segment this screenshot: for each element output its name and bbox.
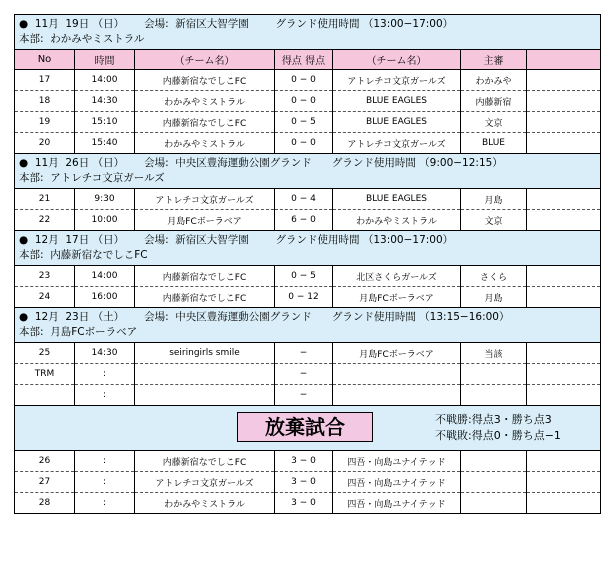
time-cell: 9:30 [75, 189, 135, 210]
time-cell: 14:00 [75, 70, 135, 91]
referee-cell [461, 472, 527, 493]
home-team-cell: 月島FCボーラベア [135, 210, 275, 231]
headquarters-info: 本部: 月島FCボーラベア [19, 326, 138, 338]
extra-cell [527, 343, 601, 364]
match-row [15, 287, 601, 308]
referee-cell: 文京 [461, 210, 527, 231]
score-cell: 0 − 0 [275, 70, 333, 91]
section-header [15, 308, 601, 343]
schedule-sheet [14, 14, 600, 514]
referee-cell: わかみや [461, 70, 527, 91]
referee-cell: 月島 [461, 189, 527, 210]
no-cell: 24 [15, 287, 75, 308]
no-cell [15, 385, 75, 406]
extra-cell [527, 451, 601, 472]
away-team-cell: 北区さくらガールズ [333, 266, 461, 287]
score-cell: 6 − 0 [275, 210, 333, 231]
headquarters-info: 本部: わかみやミストラル [19, 33, 145, 45]
no-cell: 21 [15, 189, 75, 210]
home-team-cell [135, 385, 275, 406]
away-team-cell: 四吾・向島ユナイテッド [333, 493, 461, 514]
extra-cell [527, 91, 601, 112]
extra-cell [527, 493, 601, 514]
home-team-cell: 内藤新宿なでしこFC [135, 266, 275, 287]
match-row [15, 385, 601, 406]
time-cell: 10:00 [75, 210, 135, 231]
no-cell: 27 [15, 472, 75, 493]
abandoned-section [15, 406, 601, 451]
no-cell: 25 [15, 343, 75, 364]
schedule-table [14, 14, 601, 514]
extra-cell [527, 364, 601, 385]
score-cell: − [275, 385, 333, 406]
column-header: （チーム名） [135, 50, 275, 70]
referee-cell [461, 493, 527, 514]
column-header [527, 50, 601, 70]
no-cell: 17 [15, 70, 75, 91]
away-team-cell: わかみやミストラル [333, 210, 461, 231]
column-header: No [15, 50, 75, 70]
away-team-cell: 月島FCボーラベア [333, 343, 461, 364]
score-cell: 0 − 0 [275, 91, 333, 112]
match-row [15, 91, 601, 112]
away-team-cell: アトレチコ文京ガールズ [333, 133, 461, 154]
score-cell: 0 − 0 [275, 133, 333, 154]
section-header-row [15, 154, 601, 189]
headquarters-info: 本部: 内藤新宿なでしこFC [19, 249, 148, 261]
away-team-cell: 四吾・向島ユナイテッド [333, 451, 461, 472]
extra-cell [527, 266, 601, 287]
match-row [15, 451, 601, 472]
time-cell: : [75, 472, 135, 493]
no-cell: 18 [15, 91, 75, 112]
home-team-cell: 内藤新宿なでしこFC [135, 287, 275, 308]
time-cell: 14:30 [75, 91, 135, 112]
section-header-row [15, 15, 601, 50]
score-cell: 3 − 0 [275, 493, 333, 514]
extra-cell [527, 112, 601, 133]
home-team-cell: わかみやミストラル [135, 91, 275, 112]
section-header-row [15, 308, 601, 343]
time-cell: 15:40 [75, 133, 135, 154]
column-header: （チーム名） [333, 50, 461, 70]
home-team-cell: アトレチコ文京ガールズ [135, 189, 275, 210]
column-header: 時間 [75, 50, 135, 70]
home-team-cell: 内藤新宿なでしこFC [135, 70, 275, 91]
match-row [15, 364, 601, 385]
home-team-cell: わかみやミストラル [135, 133, 275, 154]
section-header-row [15, 231, 601, 266]
score-cell: 0 − 12 [275, 287, 333, 308]
referee-cell [461, 385, 527, 406]
match-row [15, 70, 601, 91]
extra-cell [527, 70, 601, 91]
time-cell: 14:30 [75, 343, 135, 364]
section-header [15, 15, 601, 50]
no-cell: 26 [15, 451, 75, 472]
time-cell: 15:10 [75, 112, 135, 133]
match-day-info: ● 12月 17日 （日） 会場: 新宿区大智学園 グランド使用時間 （13:00−17:00） [19, 234, 454, 246]
away-team-cell: 四吾・向島ユナイテッド [333, 472, 461, 493]
abandoned-header-row [15, 406, 601, 451]
match-row [15, 210, 601, 231]
time-cell: : [75, 451, 135, 472]
away-team-cell: アトレチコ文京ガールズ [333, 70, 461, 91]
match-row [15, 133, 601, 154]
score-cell: − [275, 343, 333, 364]
score-cell: − [275, 364, 333, 385]
away-team-cell: 月島FCボーラベア [333, 287, 461, 308]
time-cell: : [75, 493, 135, 514]
score-cell: 0 − 5 [275, 112, 333, 133]
forfeit-loss-rule: 不戦敗:得点0・勝ち点−1 [435, 429, 561, 442]
match-row [15, 472, 601, 493]
referee-cell: 月島 [461, 287, 527, 308]
extra-cell [527, 472, 601, 493]
match-row [15, 266, 601, 287]
extra-cell [527, 385, 601, 406]
score-cell: 3 − 0 [275, 472, 333, 493]
time-cell: : [75, 385, 135, 406]
match-row [15, 493, 601, 514]
forfeit-win-rule: 不戦勝:得点3・勝ち点3 [435, 413, 552, 426]
referee-cell: 内藤新宿 [461, 91, 527, 112]
column-header: 主審 [461, 50, 527, 70]
extra-cell [527, 133, 601, 154]
no-cell: 23 [15, 266, 75, 287]
no-cell: 28 [15, 493, 75, 514]
score-cell: 0 − 4 [275, 189, 333, 210]
section-header [15, 154, 601, 189]
referee-cell: BLUE [461, 133, 527, 154]
referee-cell: さくら [461, 266, 527, 287]
referee-cell [461, 451, 527, 472]
section-header [15, 231, 601, 266]
home-team-cell: わかみやミストラル [135, 493, 275, 514]
abandoned-title: 放棄試合 [237, 412, 373, 442]
no-cell: 20 [15, 133, 75, 154]
match-row [15, 189, 601, 210]
away-team-cell [333, 385, 461, 406]
away-team-cell: BLUE EAGLES [333, 189, 461, 210]
home-team-cell: 内藤新宿なでしこFC [135, 451, 275, 472]
referee-cell: 文京 [461, 112, 527, 133]
referee-cell: 当該 [461, 343, 527, 364]
match-row [15, 343, 601, 364]
no-cell: 22 [15, 210, 75, 231]
column-header-row [15, 50, 601, 70]
match-day-info: ● 11月 19日 （日） 会場: 新宿区大智学園 グランド使用時間 （13:00−17:00） [19, 18, 454, 30]
home-team-cell: 内藤新宿なでしこFC [135, 112, 275, 133]
time-cell: 16:00 [75, 287, 135, 308]
away-team-cell: BLUE EAGLES [333, 112, 461, 133]
forfeit-note [435, 412, 561, 444]
home-team-cell: アトレチコ文京ガールズ [135, 472, 275, 493]
extra-cell [527, 287, 601, 308]
no-cell: TRM [15, 364, 75, 385]
referee-cell [461, 364, 527, 385]
match-day-info: ● 11月 26日 （日） 会場: 中央区豊海運動公園グランド グランド使用時間 （9:00−12:15） [19, 157, 503, 169]
home-team-cell [135, 364, 275, 385]
extra-cell [527, 189, 601, 210]
away-team-cell: BLUE EAGLES [333, 91, 461, 112]
away-team-cell [333, 364, 461, 385]
time-cell: : [75, 364, 135, 385]
extra-cell [527, 210, 601, 231]
score-cell: 3 − 0 [275, 451, 333, 472]
headquarters-info: 本部: アトレチコ文京ガールズ [19, 172, 165, 184]
time-cell: 14:00 [75, 266, 135, 287]
match-day-info: ● 12月 23日 （土） 会場: 中央区豊海運動公園グランド グランド使用時間 （13:15−16:00） [19, 311, 510, 323]
score-cell: 0 − 5 [275, 266, 333, 287]
column-header: 得点 得点 [275, 50, 333, 70]
home-team-cell: seiringirls smile [135, 343, 275, 364]
match-row [15, 112, 601, 133]
no-cell: 19 [15, 112, 75, 133]
